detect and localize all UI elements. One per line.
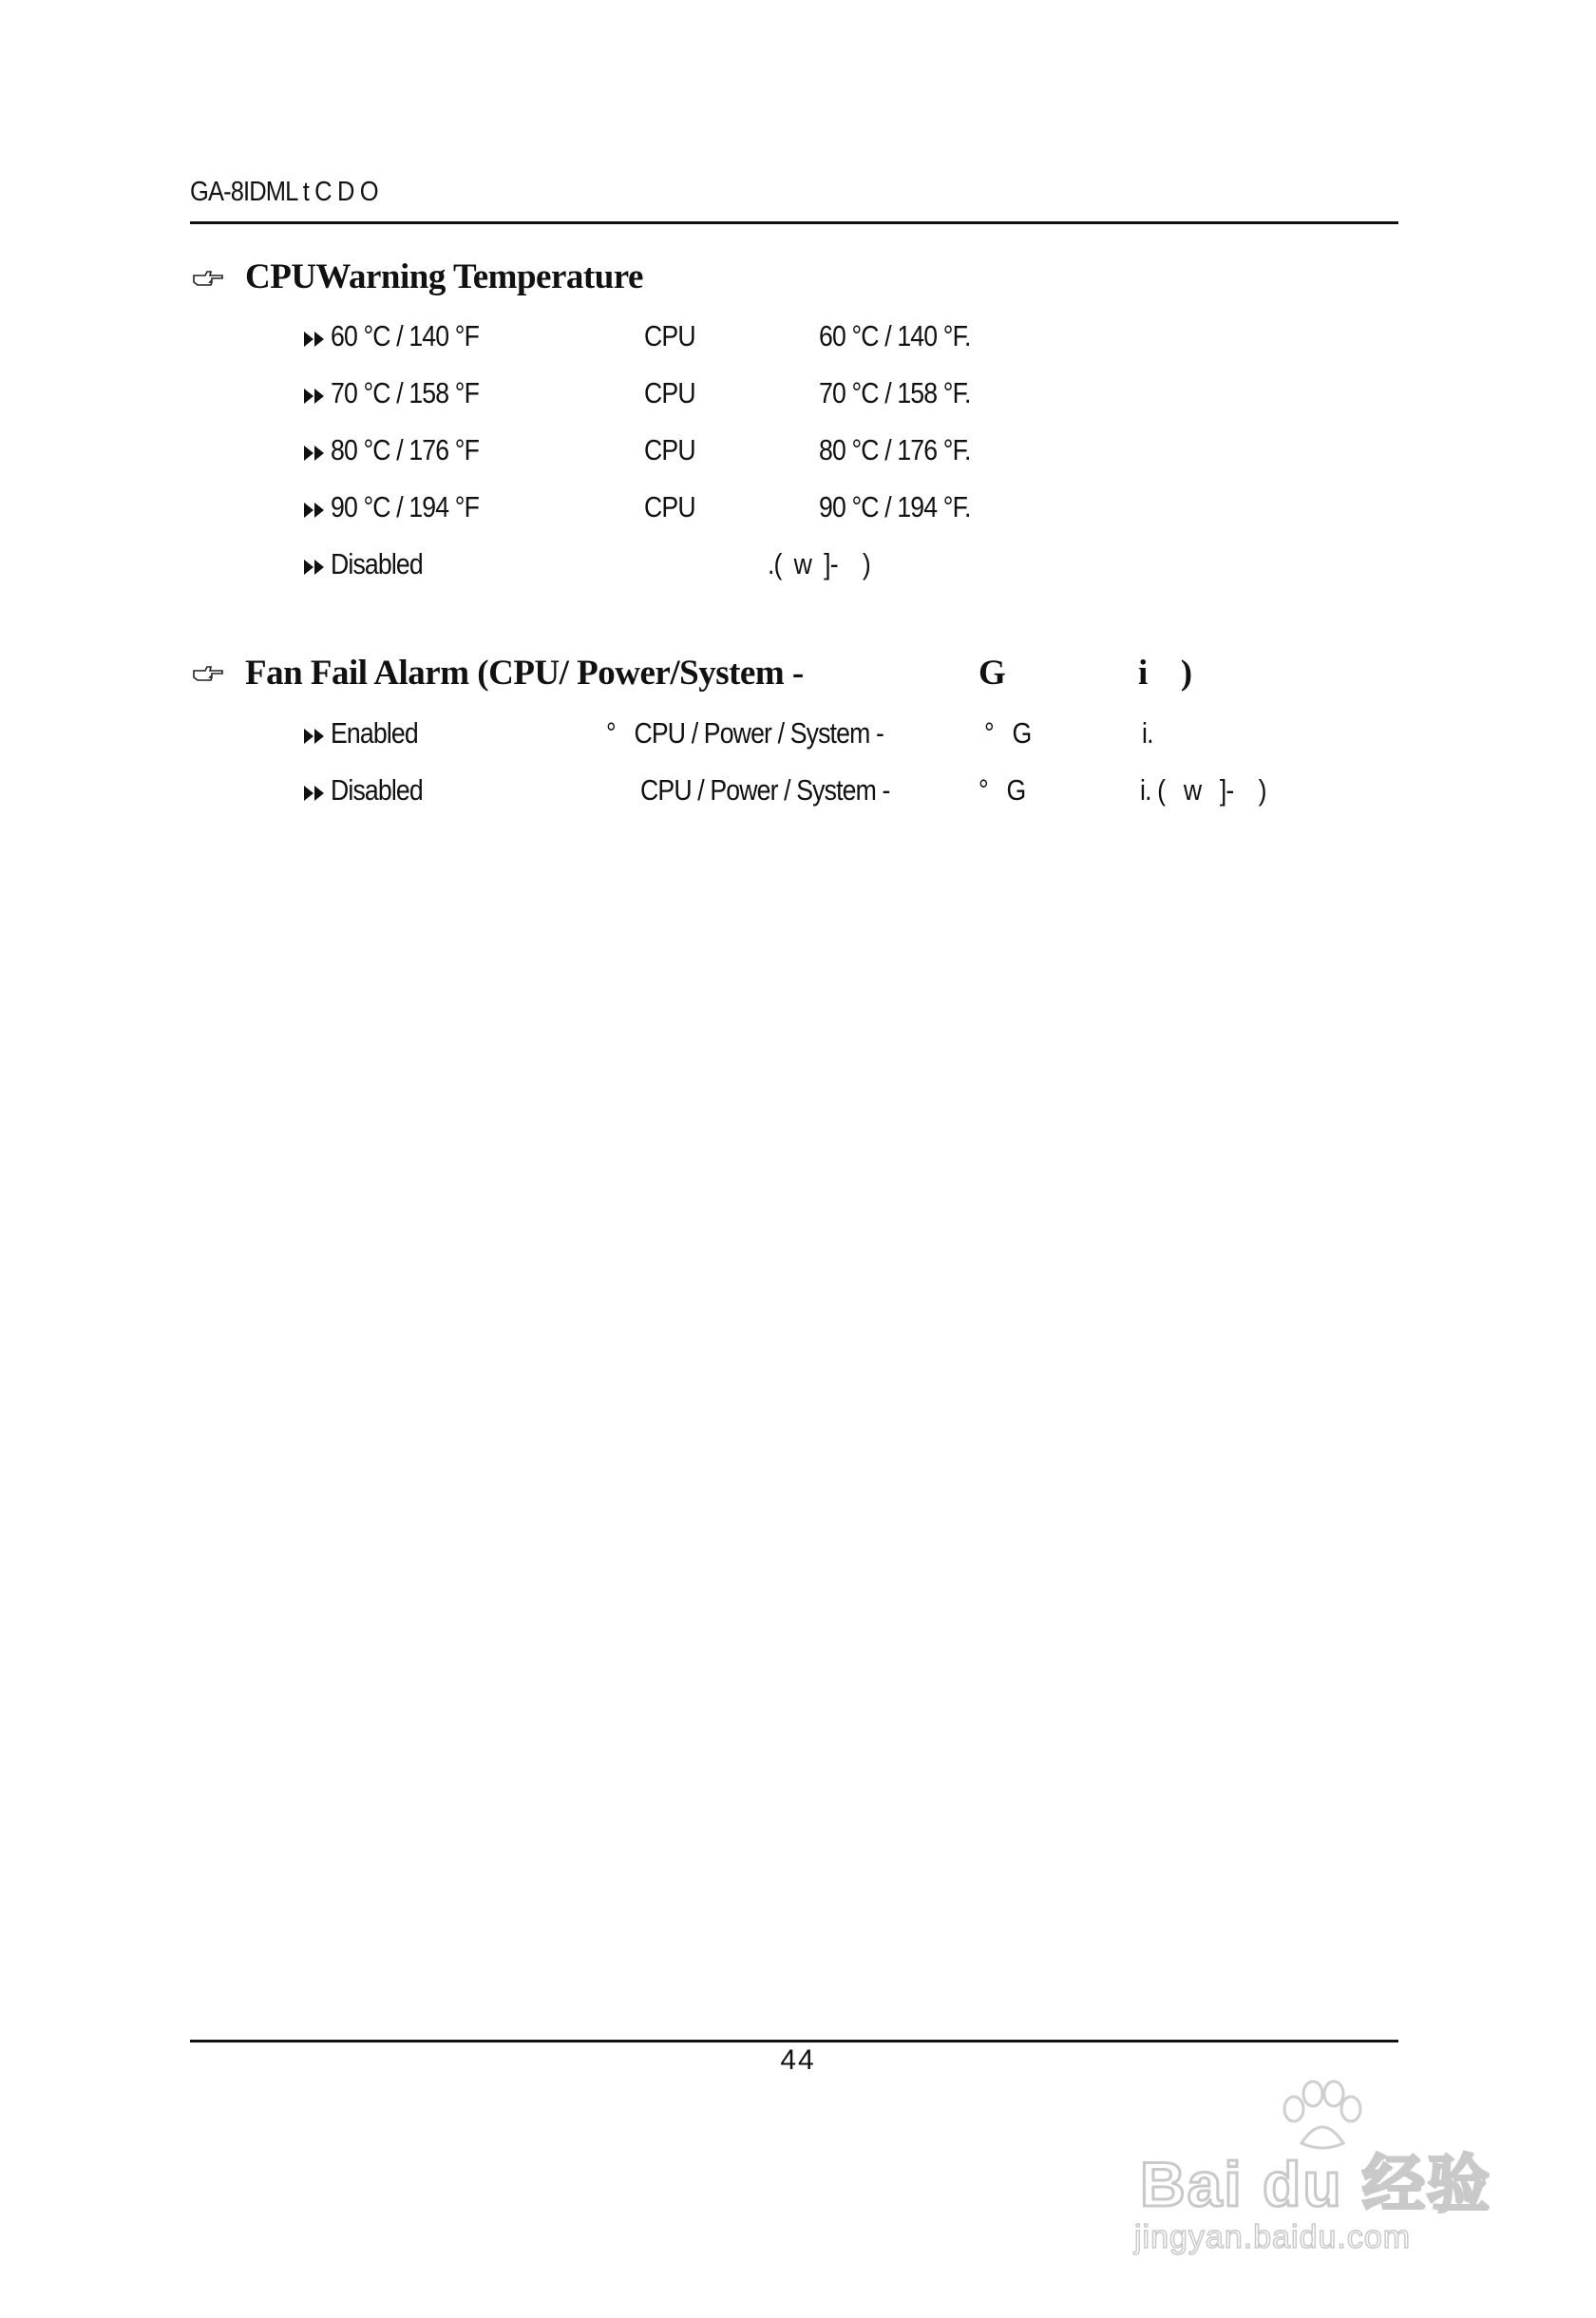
option-desc-subject: CPU / Power / System - — [640, 773, 890, 807]
double-arrow-icon — [302, 783, 329, 804]
option-desc-fragment: ° G — [984, 716, 1032, 750]
option-desc-subject: CPU — [644, 433, 695, 466]
section-title-fan-fail-alarm: Fan Fail Alarm (CPU/ Power/System - — [245, 654, 804, 693]
option-desc-subject: ° CPU / Power / System - — [606, 716, 884, 750]
section-title-cpu-warning-temperature: CPUWarning Temperature — [245, 257, 643, 296]
double-arrow-icon — [302, 329, 329, 350]
footer-rule — [190, 2040, 1398, 2042]
section-title-fragment: i ) — [1138, 654, 1192, 693]
page-number: 44 — [780, 2044, 816, 2076]
double-arrow-icon — [302, 386, 329, 407]
option-row — [302, 433, 971, 475]
section-title-fragment: G — [978, 654, 1006, 693]
option-label: 60 °C / 140 °F — [331, 319, 479, 352]
option-desc-value: 80 °C / 176 °F. — [819, 433, 971, 466]
option-row — [302, 773, 1266, 815]
option-row — [302, 490, 971, 532]
option-label: Disabled — [331, 773, 423, 807]
watermark-brand: Bai du 经验 — [1140, 2149, 1492, 2219]
pointing-hand-icon — [192, 268, 224, 289]
option-desc-subject: CPU — [644, 319, 695, 352]
option-row — [302, 547, 870, 589]
option-desc-value: 60 °C / 140 °F. — [819, 319, 971, 352]
option-desc-value: .( w ]- ) — [768, 547, 870, 580]
watermark — [1121, 2077, 1501, 2267]
option-desc-fragment: i. — [1142, 716, 1153, 750]
pointing-hand-icon — [192, 663, 224, 684]
option-row — [302, 376, 971, 418]
double-arrow-icon — [302, 500, 329, 521]
option-label: 90 °C / 194 °F — [331, 490, 479, 523]
option-row — [302, 319, 971, 361]
option-desc-fragment: i. ( w ]- ) — [1140, 773, 1266, 807]
option-row — [302, 716, 1153, 758]
option-label: Disabled — [331, 547, 423, 580]
option-desc-subject: CPU — [644, 490, 695, 523]
watermark-url: jingyan.baidu.com — [1134, 2219, 1412, 2255]
option-label: Enabled — [331, 716, 418, 750]
option-desc-fragment: ° G — [978, 773, 1026, 807]
option-label: 70 °C / 158 °F — [331, 376, 479, 409]
option-label: 80 °C / 176 °F — [331, 433, 479, 466]
option-desc-subject: CPU — [644, 376, 695, 409]
running-header: GA-8IDML t C D O — [190, 177, 378, 207]
header-rule — [190, 221, 1398, 224]
double-arrow-icon — [302, 443, 329, 464]
option-desc-value: 70 °C / 158 °F. — [819, 376, 971, 409]
double-arrow-icon — [302, 557, 329, 578]
double-arrow-icon — [302, 726, 329, 747]
option-desc-value: 90 °C / 194 °F. — [819, 490, 971, 523]
